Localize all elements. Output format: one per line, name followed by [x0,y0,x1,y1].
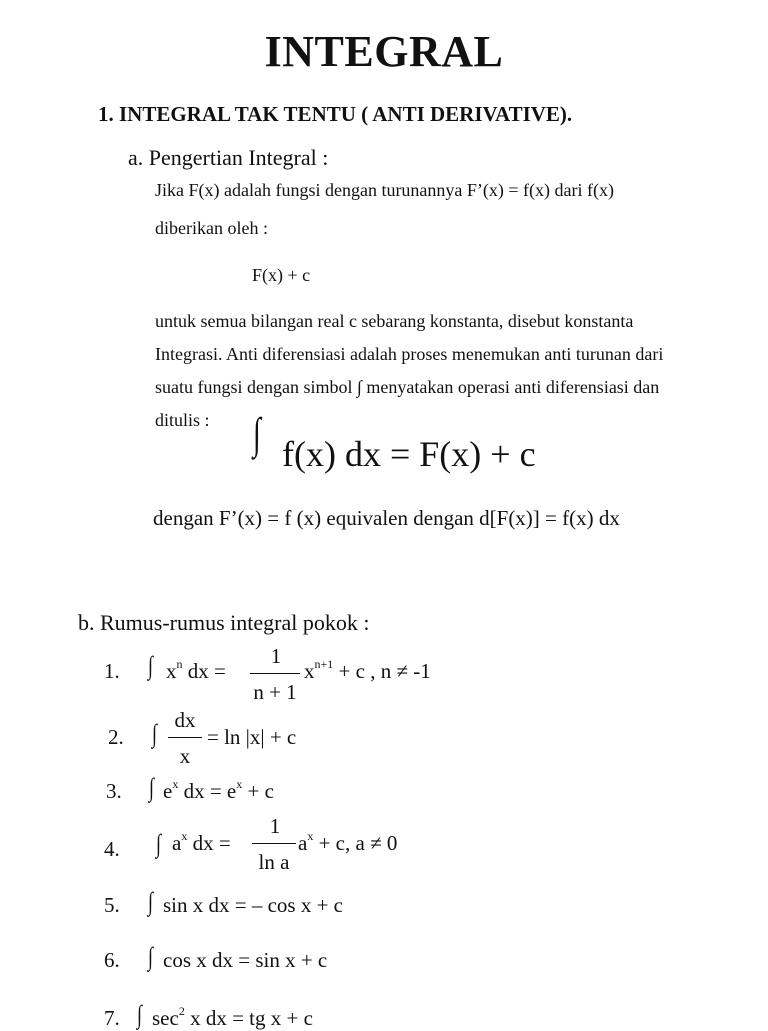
fraction-bar [252,843,296,844]
formula-6-body: cos x dx = sin x + c [163,948,328,972]
subheading-pengertian: a. Pengertian Integral : [128,145,329,170]
formula-1-numerator: 1 [270,644,282,668]
formula-1-rhs-base: x [304,659,315,683]
formula-4-dx: dx = [192,831,231,855]
formula-2-tail: = ln |x| + c [207,725,297,749]
formula-4-lhs [172,831,231,856]
section-heading-integral-tak-tentu: 1. INTEGRAL TAK TENTU ( ANTI DERIVATIVE). [98,102,573,126]
formula-4-rhs-base: a [298,831,308,855]
fraction-bar [168,737,202,738]
formula-1-rhs [304,659,431,684]
equivalence-statement: dengan F’(x) = f (x) equivalen dengan d[F(x)] = f(x) dx [153,506,620,530]
formula-1 [148,651,155,681]
formula-3 [149,773,156,803]
formula-7-rest: x dx = tg x + c [190,1006,313,1030]
formula-1-exponent: n [176,657,183,671]
integral-sign: ∫ [156,829,161,858]
formula-number-5: 5. [104,893,120,917]
integral-sign: ∫ [148,942,153,971]
formula-number-3: 3. [106,779,122,803]
main-integral-formula: f(x) dx = F(x) + c [282,434,536,474]
formula-2-numerator: dx [174,708,196,732]
integral-sign: ∫ [152,719,157,748]
formula-3-tail: + c [247,779,274,803]
paragraph-line-3: suatu fungsi dengan simbol ∫ menyatakan operasi anti diferensiasi dan [155,377,660,397]
formula-2 [152,719,159,749]
formula-1-denominator: n + 1 [253,680,297,704]
formula-3-base: e [163,779,173,803]
definition-line-2: diberikan oleh : [155,218,268,238]
formula-7 [137,1000,144,1030]
formula-number-1: 1. [104,659,120,683]
subheading-rumus-pokok: b. Rumus-rumus integral pokok : [78,610,370,635]
formula-number-2: 2. [108,725,124,749]
formula-4-tail: + c, a ≠ 0 [318,831,398,855]
formula-3-body [163,779,274,804]
integral-sign: ∫ [253,409,261,458]
formula-3-mid: dx = e [183,779,237,803]
formula-7-body [152,1006,313,1031]
formula-3-exponent: x [172,777,179,791]
formula-number-6: 6. [104,948,120,972]
paragraph-line-2: Integrasi. Anti diferensiasi adalah proses menemukan anti turunan dari [155,344,664,364]
formula-1-base: x [166,659,177,683]
formula-6 [148,942,155,972]
formula-2-denominator: x [179,744,191,768]
formula-1-rhs-exponent: n+1 [314,657,334,671]
formula-4-numerator: 1 [269,814,281,838]
formula-5-body: sin x dx = – cos x + c [163,893,344,917]
formula-1-lhs [166,659,226,684]
formula-4-rhs [298,831,397,856]
formula-4 [156,829,163,859]
fraction-bar [250,673,300,674]
formula-7-exponent: 2 [178,1004,185,1018]
antiderivative-formula: F(x) + c [252,265,311,285]
definition-line-1: Jika F(x) adalah fungsi dengan turunannya F’(x) = f(x) dari f(x) [155,180,615,200]
formula-4-base: a [172,831,182,855]
formula-1-dx: dx = [187,659,226,683]
formula-number-7: 7. [104,1006,120,1030]
formula-3-exponent-2: x [236,777,243,791]
formula-1-tail: + c , n ≠ -1 [338,659,431,683]
integral-sign: ∫ [148,651,153,680]
formula-5 [148,887,155,917]
integral-sign: ∫ [149,773,154,802]
formula-4-rhs-exponent: x [307,829,314,843]
formula-7-func: sec [152,1006,179,1030]
paragraph-line-1: untuk semua bilangan real c sebarang konstanta, disebut konstanta [155,311,634,331]
formula-number-4: 4. [104,837,120,861]
integral-sign: ∫ [148,887,153,916]
formula-4-exponent: x [181,829,188,843]
paragraph-line-4: ditulis : [155,410,210,430]
formula-4-denominator: ln a [258,850,290,874]
page-title: INTEGRAL [264,27,504,76]
integral-sign: ∫ [137,1000,142,1029]
